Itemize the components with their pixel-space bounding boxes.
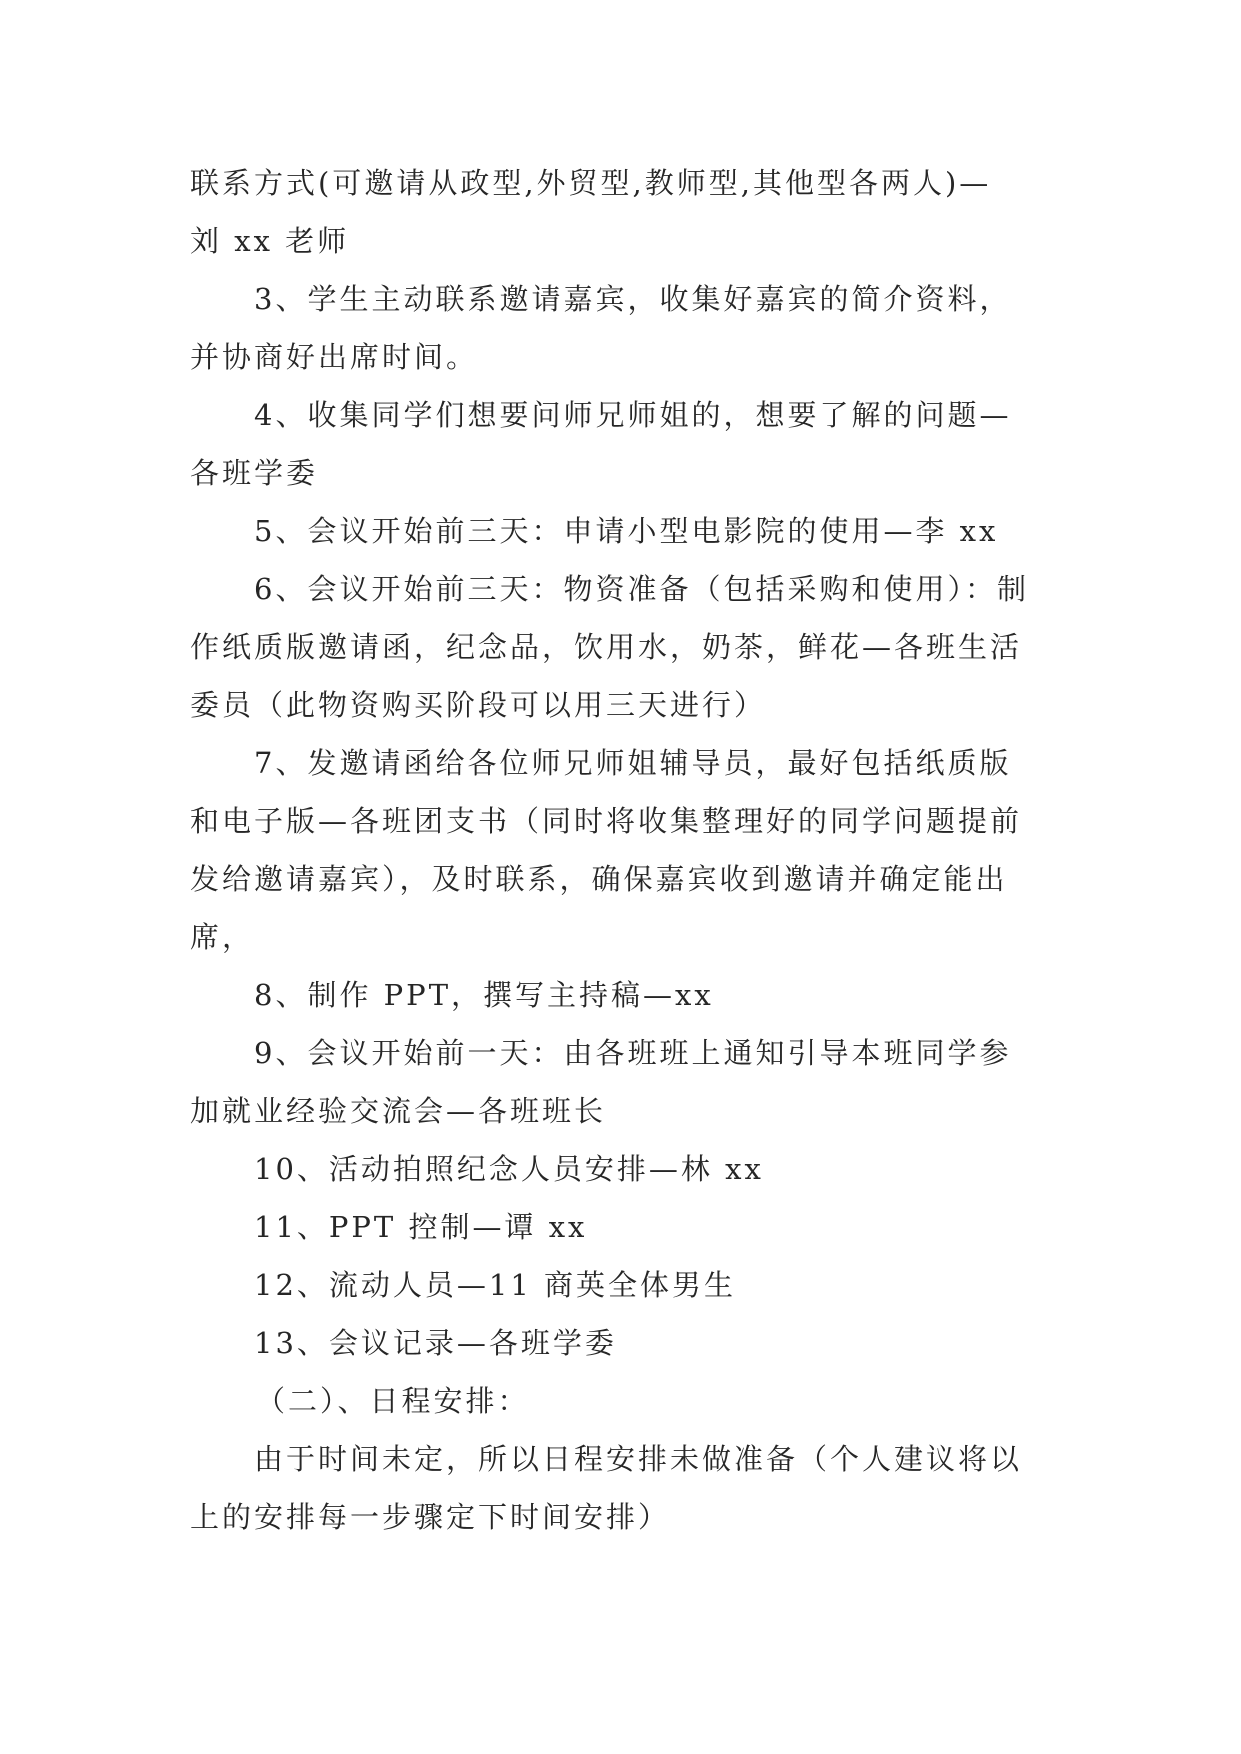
text-line: 11、PPT 控制—谭 xx (254, 1210, 588, 1244)
paragraph-item-4 (190, 386, 1060, 502)
text-line: 12、流动人员—11 商英全体男生 (254, 1268, 737, 1302)
text-line: 由于时间未定，所以日程安排未做准备（个人建议将以 (254, 1442, 1023, 1476)
text-line: 并协商好出席时间。 (190, 340, 479, 374)
text-line: 作纸质版邀请函，纪念品，饮用水，奶茶，鲜花—各班生活 (190, 630, 1023, 664)
text-line: 7、发邀请函给各位师兄师姐辅导员，最好包括纸质版 (254, 746, 1012, 780)
text-line: 5、会议开始前三天：申请小型电影院的使用—李 xx (254, 514, 999, 548)
text-line: 委员（此物资购买阶段可以用三天进行） (190, 688, 767, 722)
paragraph-schedule-note (190, 1430, 1060, 1546)
text-line: 发给邀请嘉宾），及时联系，确保嘉宾收到邀请并确定能出 (190, 862, 1008, 896)
paragraph-item-12 (190, 1256, 1060, 1314)
text-line: 加就业经验交流会—各班班长 (190, 1094, 607, 1128)
paragraph-item-5 (190, 502, 1060, 560)
text-line: 13、会议记录—各班学委 (254, 1326, 617, 1360)
text-line: 刘 xx 老师 (190, 224, 350, 258)
paragraph-item-10 (190, 1140, 1060, 1198)
text-line: 席， (190, 920, 255, 954)
text-line: 8、制作 PPT，撰写主持稿—xx (254, 978, 714, 1012)
text-line: 各班学委 (190, 456, 319, 490)
text-line: 10、活动拍照纪念人员安排—林 xx (254, 1152, 764, 1186)
paragraph-item-7 (190, 734, 1060, 966)
text-line: 9、会议开始前一天：由各班班上通知引导本班同学参 (254, 1036, 1012, 1070)
text-line: （二）、日程安排： (256, 1384, 530, 1418)
section-heading-schedule (190, 1372, 1060, 1430)
paragraph-item-8 (190, 966, 1060, 1024)
text-line: 3、学生主动联系邀请嘉宾，收集好嘉宾的简介资料， (254, 282, 1012, 316)
paragraph-contact-method (190, 154, 1060, 270)
text-line: 联系方式(可邀请从政型,外贸型,教师型,其他型各两人)— (190, 166, 992, 200)
document-body (190, 154, 1060, 1546)
paragraph-item-6 (190, 560, 1060, 734)
text-line: 6、会议开始前三天：物资准备（包括采购和使用）：制 (254, 572, 1029, 606)
paragraph-item-9 (190, 1024, 1060, 1140)
text-line: 和电子版—各班团支书（同时将收集整理好的同学问题提前 (190, 804, 1023, 838)
paragraph-item-13 (190, 1314, 1060, 1372)
text-line: 4、收集同学们想要问师兄师姐的，想要了解的问题— (254, 398, 1012, 432)
paragraph-item-11 (190, 1198, 1060, 1256)
paragraph-item-3 (190, 270, 1060, 386)
text-line: 上的安排每一步骤定下时间安排） (190, 1500, 671, 1534)
